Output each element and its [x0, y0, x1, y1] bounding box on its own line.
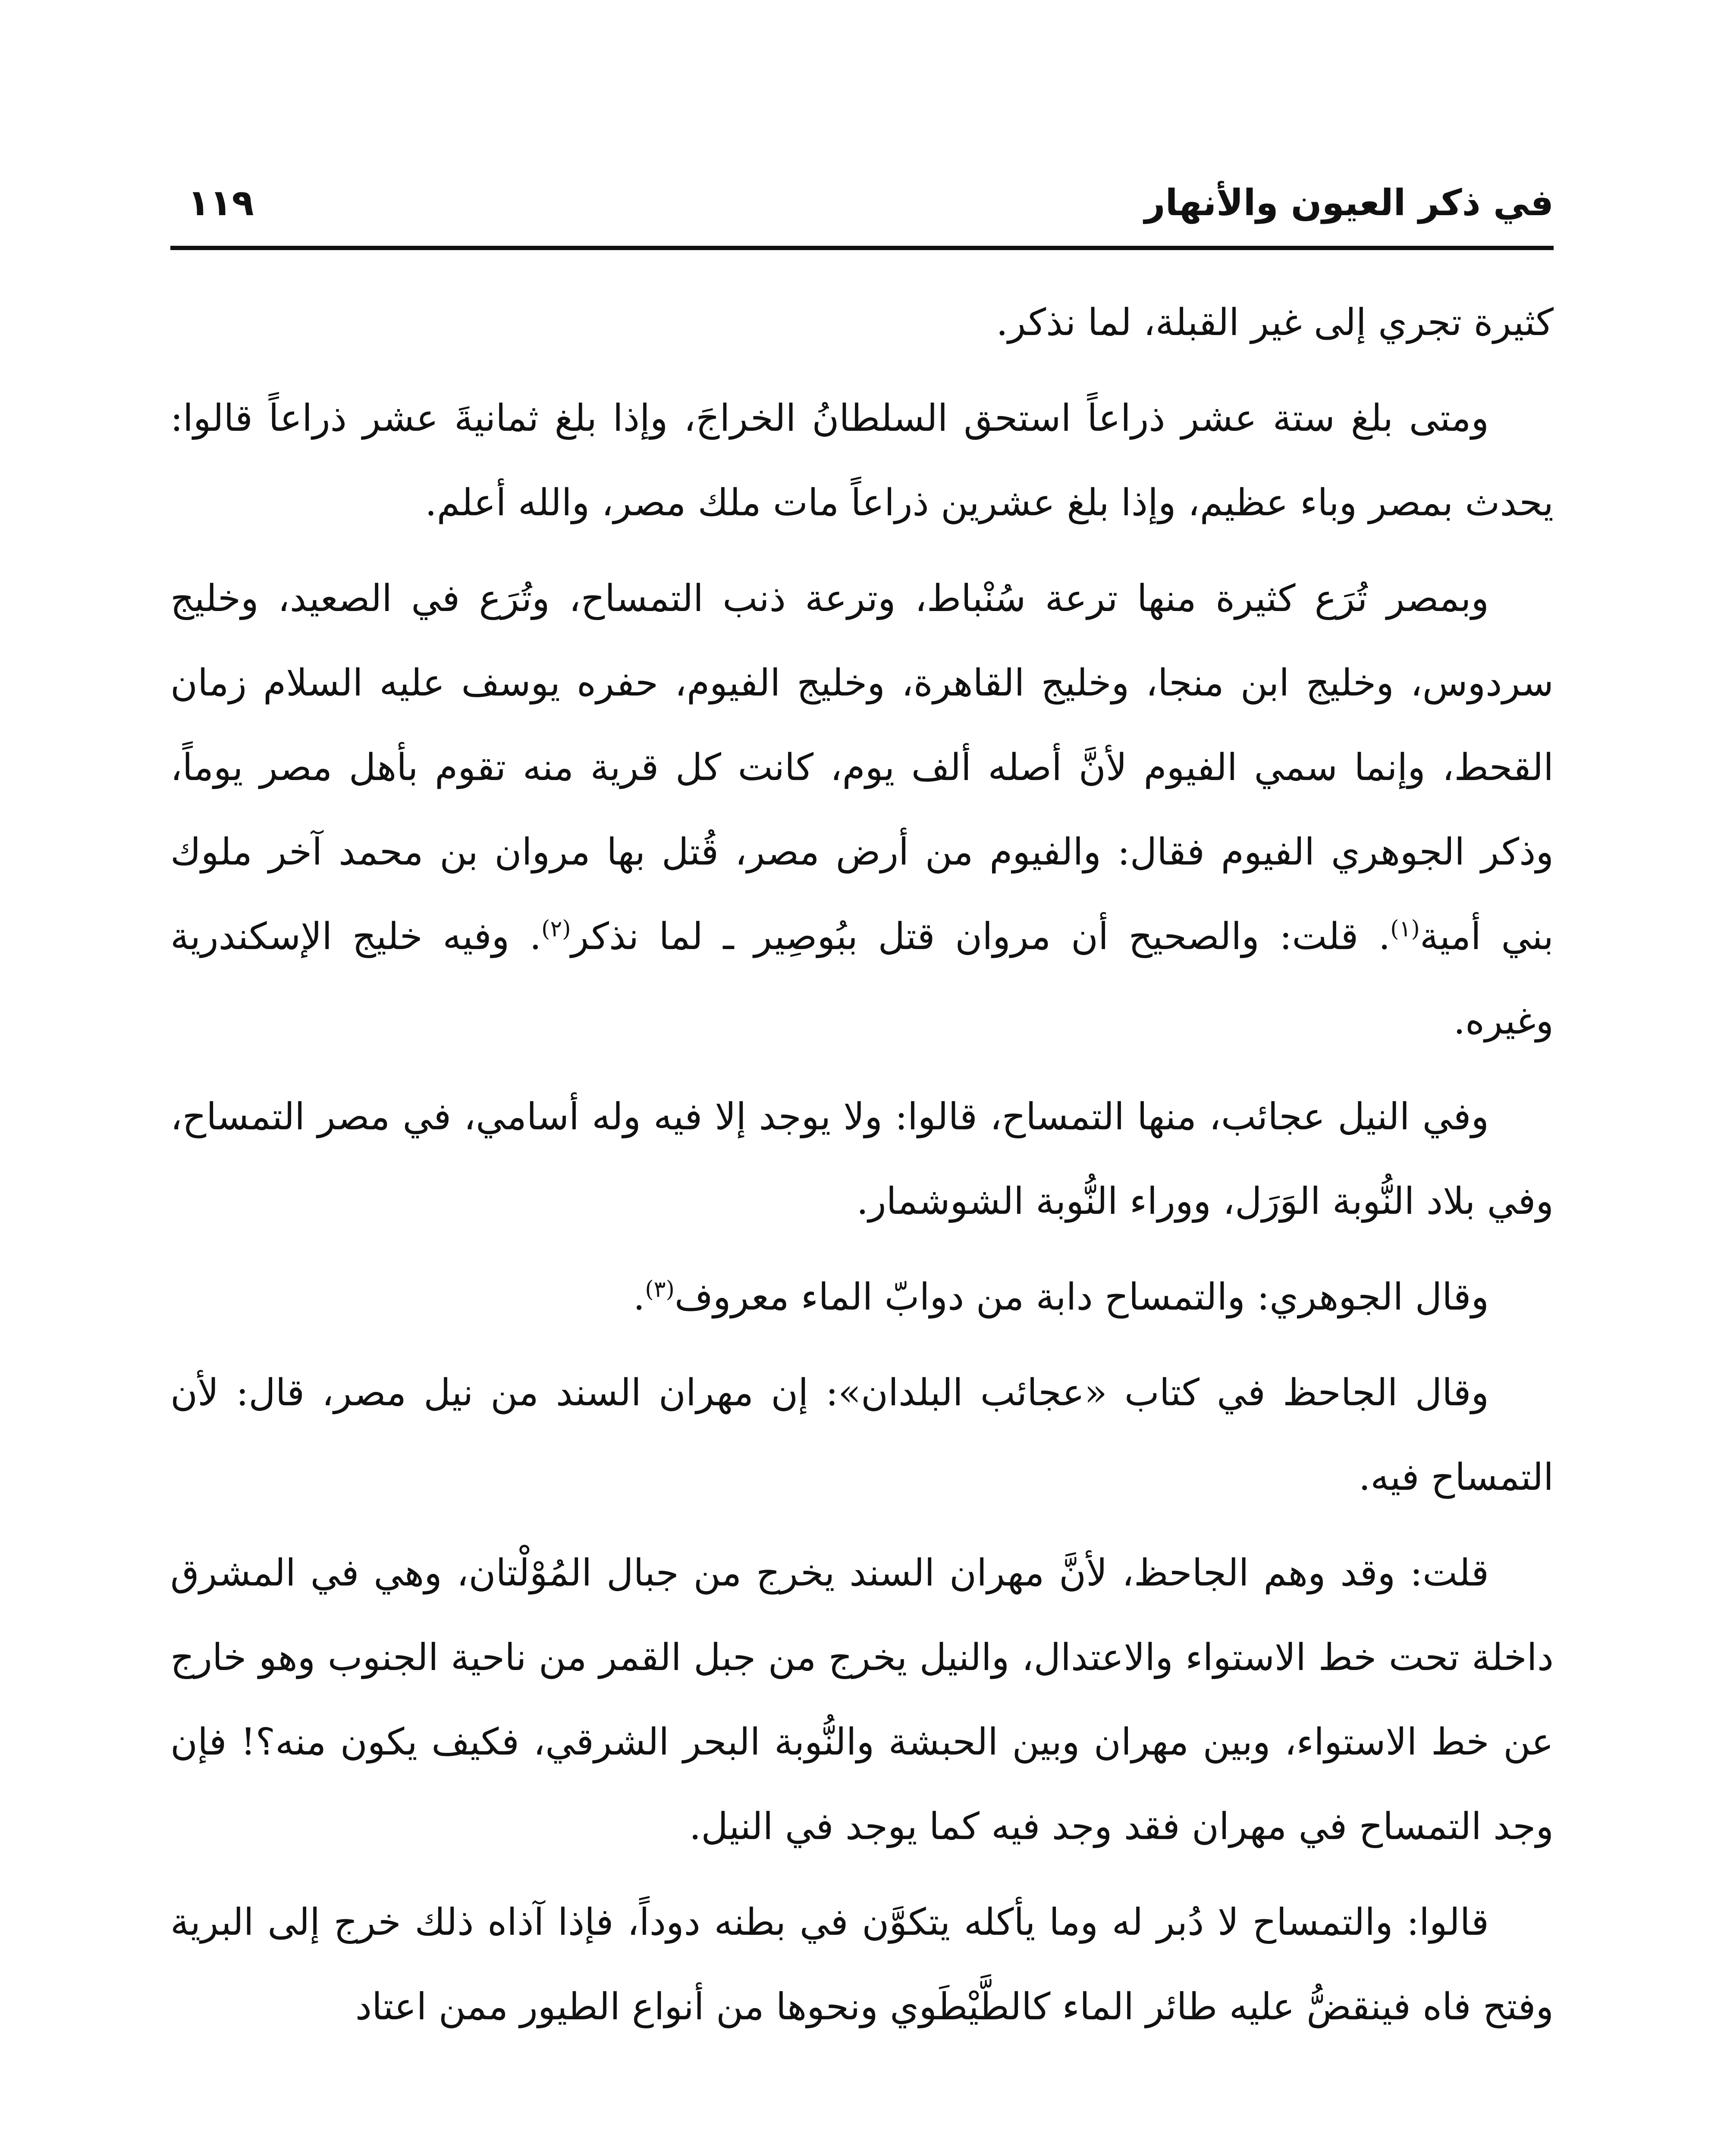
paragraph-1: [170, 280, 1554, 365]
paragraph-8-text: قالوا: والتمساح لا دُبر له وما يأكله يتكوَّن في بطنه دوداً، فإذا آذاه ذلك خرج إلى البرية وفتح فاه فينقضُّ عليه طائر الماء كالطَّيْطَوي ونحوها من أنواع الطيور ممن اعتاد: [170, 1901, 1554, 2028]
header-rule: [170, 246, 1554, 250]
page-number: ١١٩: [188, 182, 254, 224]
paragraph-4-text: وفي النيل عجائب، منها التمساح، قالوا: ولا يوجد إلا فيه وله أسامي، في مصر التمساح، وفي بلاد النُّوبة الوَرَل، ووراء النُّوبة الشوشمار.: [170, 1095, 1554, 1223]
paragraph-8: [170, 1880, 1554, 2049]
paragraph-4: [170, 1075, 1554, 1244]
paragraph-3-text-b: . قلت: والصحيح أن مروان قتل ببُوصِير ـ لما نذكر: [571, 915, 1391, 958]
paragraph-5-text-a: وقال الجوهري: والتمساح دابة من دوابّ الماء معروف: [674, 1275, 1489, 1319]
main-text: [170, 280, 1554, 2156]
paragraph-7: [170, 1531, 1554, 1869]
paragraph-7-text: قلت: وقد وهم الجاحظ، لأنَّ مهران السند يخرج من جبال المُوْلْتان، وهي في المشرق داخلة تحت خط الاستواء والاعتدال، والنيل يخرج من جبل القمر من ناحية الجنوب وهو خارج عن خط الاستواء، وبين مهران وبين الحبشة والنُّوبة البحر الشرقي، فكيف يكون منه؟! فإن وجد التمساح في مهران فقد وجد فيه كما يوجد في النيل.: [170, 1551, 1554, 1848]
paragraph-5-text-b: .: [633, 1275, 645, 1319]
paragraph-2: [170, 376, 1554, 545]
footnote-ref-3: (٣): [645, 1276, 675, 1303]
paragraph-2-text: ومتى بلغ ستة عشر ذراعاً استحق السلطانُ الخراجَ، وإذا بلغ ثمانيةَ عشر ذراعاً قالوا: يحدث بمصر وباء عظيم، وإذا بلغ عشرين ذراعاً مات ملك مصر، والله أعلم.: [170, 397, 1554, 524]
footnote-ref-2: (٢): [541, 916, 571, 942]
paragraph-3-text-a: وبمصر تُرَع كثيرة منها ترعة سُنْباط، وترعة ذنب التمساح، وتُرَع في الصعيد، وخليج سردوس، وخليج ابن منجا، وخليج القاهرة، وخليج الفيوم، حفره يوسف عليه السلام زمان القحط، وإنما سمي الفيوم لأنَّ أصله ألف يوم، كانت كل قرية منه تقوم بأهل مصر يوماً، وذكر الجوهري الفيوم فقال: والفيوم من أرض مصر، قُتل بها مروان بن محمد آخر ملوك بني أمية: [170, 577, 1554, 958]
page-header: [170, 170, 1554, 244]
paragraph-3: [170, 556, 1554, 1063]
paragraph-6: [170, 1351, 1554, 1520]
footnote-ref-1: (١): [1390, 916, 1420, 942]
paragraph-1-text: كثيرة تجري إلى غير القبلة، لما نذكر.: [996, 301, 1554, 344]
paragraph-3-text-c: . وفيه خليج الإسكندرية وغيره.: [170, 915, 1554, 1043]
running-title: في ذكر العيون والأنهار: [1144, 182, 1554, 224]
paragraph-6-text: وقال الجاحظ في كتاب «عجائب البلدان»: إن مهران السند من نيل مصر، قال: لأن التمساح فيه.: [170, 1371, 1554, 1499]
paragraph-5: [170, 1255, 1554, 1339]
